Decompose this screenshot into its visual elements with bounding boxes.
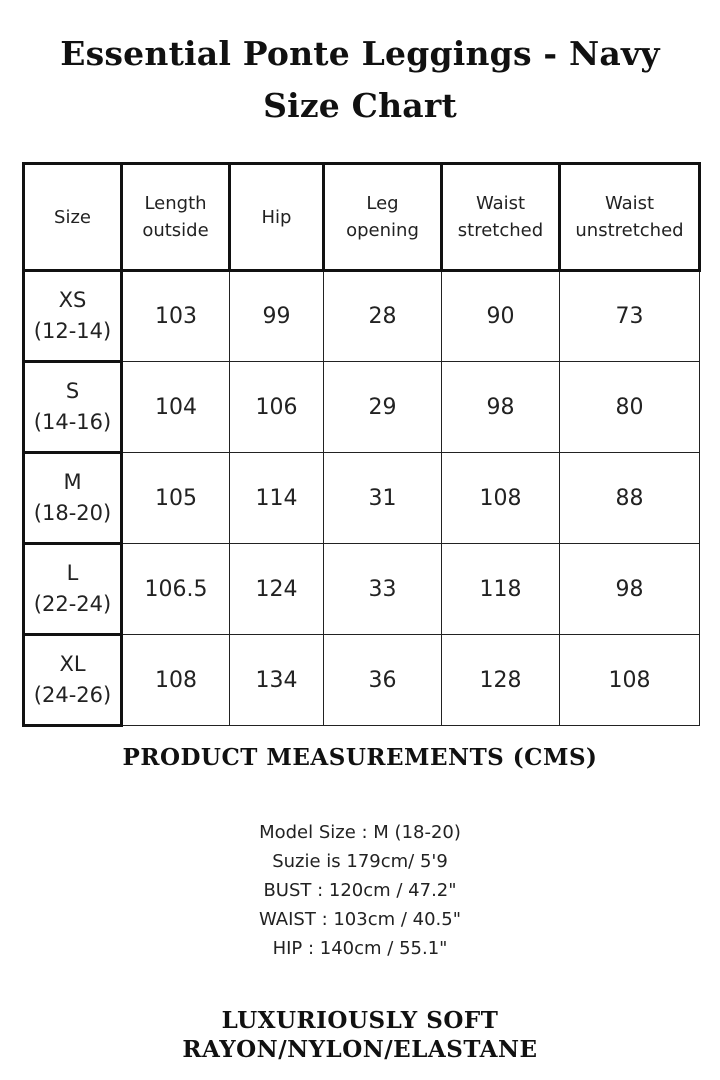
table-cell: 36 bbox=[324, 635, 442, 726]
table-cell: 99 bbox=[230, 271, 324, 362]
header-leg-opening: Leg opening bbox=[324, 164, 442, 271]
header-size: Size bbox=[24, 164, 122, 271]
size-cell: M (18-20) bbox=[24, 453, 122, 544]
table-cell: 73 bbox=[560, 271, 700, 362]
table-cell: 105 bbox=[122, 453, 230, 544]
model-info bbox=[0, 818, 720, 963]
table-cell: 106 bbox=[230, 362, 324, 453]
table-cell: 28 bbox=[324, 271, 442, 362]
fabric-line-1: LUXURIOUSLY SOFT bbox=[221, 1007, 499, 1034]
model-hip-line: HIP : 140cm / 55.1" bbox=[272, 938, 448, 959]
table-cell: 114 bbox=[230, 453, 324, 544]
size-cell: L (22-24) bbox=[24, 544, 122, 635]
product-title: Essential Ponte Leggings - Navy bbox=[60, 34, 660, 73]
model-size-line: Model Size : M (18-20) bbox=[259, 822, 461, 843]
header-waist-stretched: Waist stretched bbox=[442, 164, 560, 271]
table-row bbox=[24, 544, 700, 635]
size-cell: S (14-16) bbox=[24, 362, 122, 453]
table-row bbox=[24, 635, 700, 726]
table-row bbox=[24, 271, 700, 362]
size-cell: XL (24-26) bbox=[24, 635, 122, 726]
measurements-heading: PRODUCT MEASUREMENTS (CMS) bbox=[122, 744, 598, 771]
table-cell: 98 bbox=[442, 362, 560, 453]
table-row bbox=[24, 453, 700, 544]
size-cell: XS (12-14) bbox=[24, 271, 122, 362]
table-cell: 29 bbox=[324, 362, 442, 453]
table-cell: 88 bbox=[560, 453, 700, 544]
table-header-row bbox=[24, 164, 700, 271]
table-cell: 90 bbox=[442, 271, 560, 362]
table-cell: 33 bbox=[324, 544, 442, 635]
model-height-line: Suzie is 179cm/ 5'9 bbox=[272, 851, 448, 872]
table-cell: 128 bbox=[442, 635, 560, 726]
table-cell: 80 bbox=[560, 362, 700, 453]
fabric-line-2: RAYON/NYLON/ELASTANE bbox=[182, 1036, 538, 1063]
table-cell: 104 bbox=[122, 362, 230, 453]
size-chart-title: Size Chart bbox=[263, 86, 457, 125]
table-cell: 108 bbox=[122, 635, 230, 726]
table-cell: 124 bbox=[230, 544, 324, 635]
model-bust-line: BUST : 120cm / 47.2" bbox=[263, 880, 457, 901]
table-cell: 108 bbox=[442, 453, 560, 544]
table-cell: 118 bbox=[442, 544, 560, 635]
table-cell: 98 bbox=[560, 544, 700, 635]
table-cell: 134 bbox=[230, 635, 324, 726]
size-chart-table bbox=[22, 162, 701, 727]
table-cell: 103 bbox=[122, 271, 230, 362]
header-waist-unstretched: Waist unstretched bbox=[560, 164, 700, 271]
fabric-info bbox=[0, 1006, 720, 1064]
table-cell: 31 bbox=[324, 453, 442, 544]
header-length-outside: Length outside bbox=[122, 164, 230, 271]
table-cell: 108 bbox=[560, 635, 700, 726]
header-hip: Hip bbox=[230, 164, 324, 271]
model-waist-line: WAIST : 103cm / 40.5" bbox=[258, 909, 462, 930]
table-row bbox=[24, 362, 700, 453]
table-cell: 106.5 bbox=[122, 544, 230, 635]
